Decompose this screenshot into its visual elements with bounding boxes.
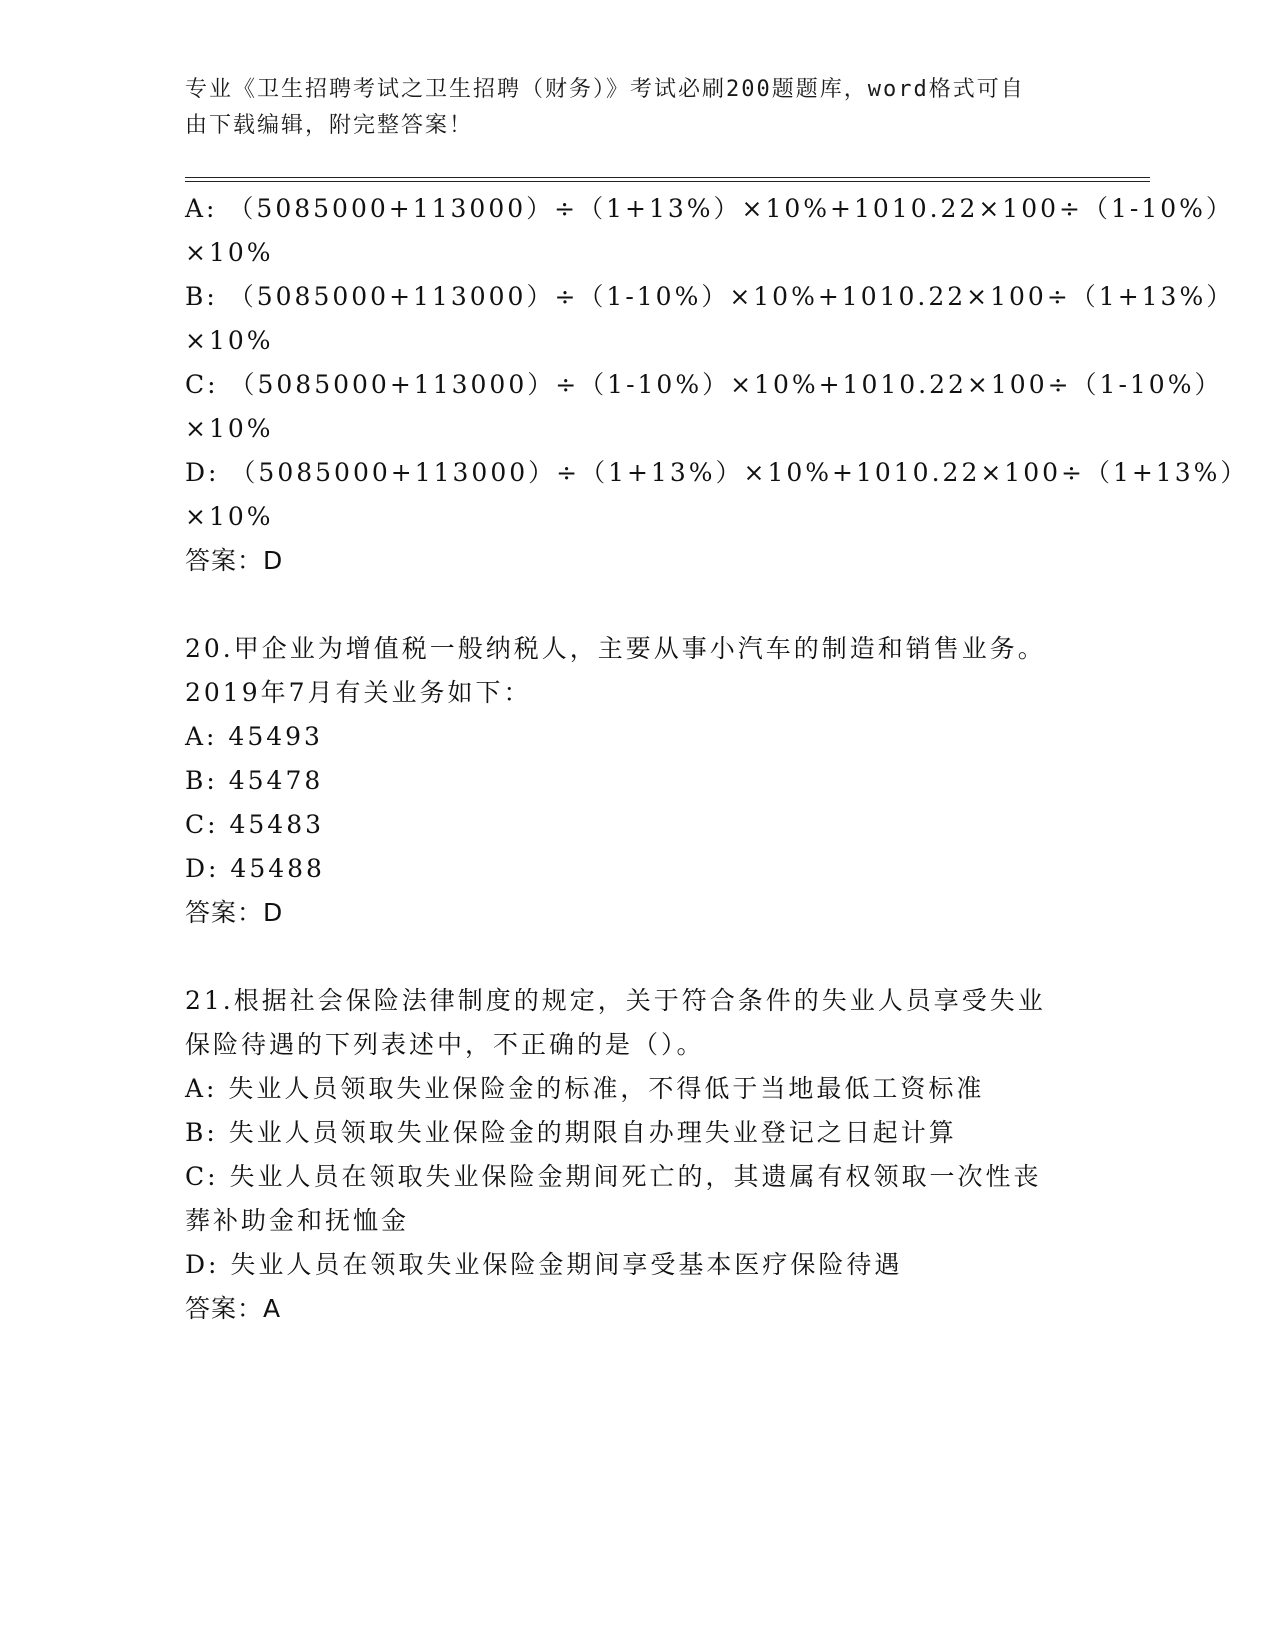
q21-option-b: B: 失业人员领取失业保险金的期限自办理失业登记之日起计算 xyxy=(185,1118,957,1147)
header-line-2: 由下载编辑，附完整答案！ xyxy=(185,113,474,138)
header-divider-bottom xyxy=(185,181,1150,182)
q19-option-a: A: （5085000+113000）÷（1+13%）×10%+1010.22×100÷（1-10%） xyxy=(185,194,1234,223)
q20-option-c: C: 45483 xyxy=(185,810,325,839)
q20-option-d: D: 45488 xyxy=(185,854,325,883)
q19-option-c: C: （5085000+113000）÷（1-10%）×10%+1010.22×100÷（1-10%） xyxy=(185,370,1223,399)
header-divider-top xyxy=(185,177,1150,178)
q21-answer: 答案：A xyxy=(185,1294,282,1323)
q19-option-d: D: （5085000+113000）÷（1+13%）×10%+1010.22×100÷（1+13%） xyxy=(185,458,1249,487)
q21-option-c-cont: 葬补助金和抚恤金 xyxy=(185,1206,410,1235)
q20-option-a: A: 45493 xyxy=(185,722,323,751)
q19-option-b-cont: ×10% xyxy=(185,326,274,355)
q20-answer: 答案：D xyxy=(185,898,284,927)
q20-option-b: B: 45478 xyxy=(185,766,324,795)
q21-stem: 21.根据社会保险法律制度的规定，关于符合条件的失业人员享受失业 xyxy=(185,986,1046,1015)
q20-stem-cont: 2019年7月有关业务如下： xyxy=(185,678,532,707)
document-header xyxy=(185,72,1065,144)
header-line-1: 专业《卫生招聘考试之卫生招聘（财务）》考试必刷200题题库，word格式可自 xyxy=(185,77,1025,102)
q19-answer: 答案：D xyxy=(185,546,284,575)
q19-option-d-cont: ×10% xyxy=(185,502,274,531)
q21-stem-cont: 保险待遇的下列表述中，不正确的是（）。 xyxy=(185,1030,705,1059)
q21-option-d: D: 失业人员在领取失业保险金期间享受基本医疗保险待遇 xyxy=(185,1250,903,1279)
q19-option-b: B: （5085000+113000）÷（1-10%）×10%+1010.22×100÷（1+13%） xyxy=(185,282,1235,311)
q20-stem: 20.甲企业为增值税一般纳税人，主要从事小汽车的制造和销售业务。 xyxy=(185,634,1046,663)
q19-option-c-cont: ×10% xyxy=(185,414,274,443)
q21-option-a: A: 失业人员领取失业保险金的标准，不得低于当地最低工资标准 xyxy=(185,1074,985,1103)
q19-option-a-cont: ×10% xyxy=(185,238,274,267)
q21-option-c: C: 失业人员在领取失业保险金期间死亡的，其遗属有权领取一次性丧 xyxy=(185,1162,1042,1191)
